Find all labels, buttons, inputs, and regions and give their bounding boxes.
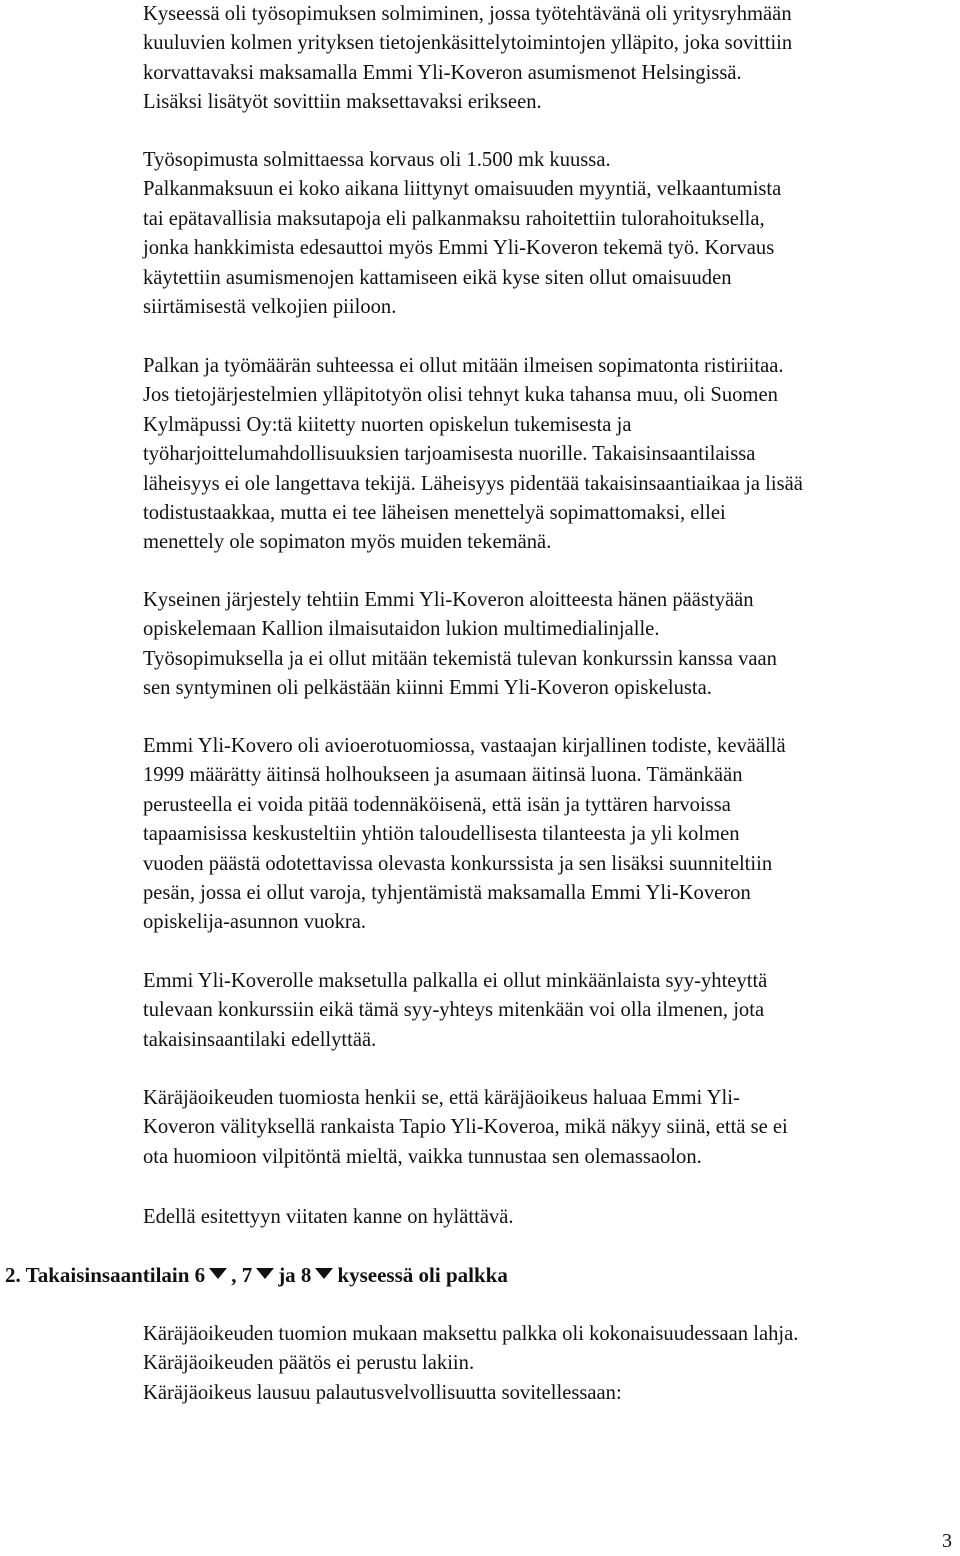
text-line: 1999 määrätty äitinsä holhoukseen ja asumaan äitinsä luona. Tämänkään bbox=[143, 764, 743, 787]
paragraph-salary bbox=[143, 146, 955, 322]
text-line: kuuluvien kolmen yrityksen tietojenkäsittelytoimintojen ylläpito, joka sovittiin bbox=[143, 32, 793, 55]
section-sign-icon bbox=[256, 1268, 274, 1279]
text-line: Kylmäpussi Oy:tä kiitetty nuorten opiskelun tukemisesta ja bbox=[143, 413, 632, 436]
text-line: Käräjäoikeuden tuomion mukaan maksettu palkka oli kokonaisuudessaan lahja. bbox=[143, 1323, 799, 1345]
text-line: käytettiin asumismenojen kattamiseen eikä kyse siten ollut omaisuuden bbox=[143, 266, 732, 289]
text-line: läheisyys ei ole langettava tekijä. Läheisyys pidentää takaisinsaantiaikaa ja lisää bbox=[143, 472, 803, 495]
paragraph-proportion bbox=[143, 352, 955, 558]
text-line: Palkan ja työmäärän suhteessa ei ollut mitään ilmeisen sopimatonta ristiriitaa. bbox=[143, 355, 784, 377]
text-line: Työsopimuksella ja ei ollut mitään tekemistä tulevan konkurssin kanssa vaan bbox=[143, 647, 777, 670]
text-line: Koveron välityksellä rankaista Tapio Yli-Koveroa, mikä näkyy siinä, että se ei bbox=[143, 1116, 788, 1139]
text-line: Käräjäoikeuden päätös ei perustu lakiin. bbox=[143, 1352, 475, 1375]
text-line: Lisäksi lisätyöt sovittiin maksettavaksi erikseen. bbox=[143, 91, 542, 114]
paragraph-causality bbox=[143, 967, 955, 1055]
paragraph-judgment bbox=[143, 1084, 955, 1172]
text-line: korvattavaksi maksamalla Emmi Yli-Koveron asumismenot Helsingissä. bbox=[143, 61, 742, 84]
text-line: opiskelemaan Kallion ilmaisutaidon lukion multimedialinjalle. bbox=[143, 618, 660, 641]
text-line: perusteella ei voida pitää todennäköisenä, että isän ja tyttären harvoissa bbox=[143, 793, 731, 816]
section-sign-icon bbox=[315, 1268, 333, 1279]
text-line: vuoden päästä odotettavissa olevasta konkurssista ja sen lisäksi suunniteltiin bbox=[143, 852, 773, 875]
text-line: opiskelija-asunnon vuokra. bbox=[143, 911, 367, 934]
page-number: 3 bbox=[942, 1530, 952, 1552]
section-sign-icon bbox=[209, 1268, 227, 1279]
text-line: tulevaan konkurssiin eikä tämä syy-yhteys mitenkään voi olla ilmenen, jota bbox=[143, 999, 765, 1022]
text-line: Kyseessä oli työsopimuksen solmiminen, jossa työtehtävänä oli yritysryhmään bbox=[143, 3, 792, 25]
heading-text: 2. Takaisinsaantilain 6 bbox=[5, 1263, 206, 1287]
text-line: takaisinsaantilaki edellyttää. bbox=[143, 1028, 377, 1051]
text-line: Työsopimusta solmittaessa korvaus oli 1.500 mk kuussa. bbox=[143, 149, 611, 171]
paragraph-gift bbox=[143, 1320, 955, 1408]
heading-text: ja 8 bbox=[278, 1263, 312, 1287]
heading-text: , 7 bbox=[231, 1263, 253, 1287]
paragraph-contract bbox=[143, 0, 955, 118]
heading-text: kyseessä oli palkka bbox=[337, 1263, 508, 1287]
text-line: Jos tietojärjestelmien ylläpitotyön olisi tehnyt kuka tahansa muu, oli Suomen bbox=[143, 384, 778, 407]
text-line: Käräjäoikeuden tuomiosta henkii se, että käräjäoikeus haluaa Emmi Yli- bbox=[143, 1087, 740, 1109]
text-line: Edellä esitettyyn viitaten kanne on hylättävä. bbox=[143, 1206, 514, 1228]
text-line: menettely ole sopimaton myös muiden tekemänä. bbox=[143, 531, 552, 554]
text-line: Emmi Yli-Kovero oli avioerotuomiossa, vastaajan kirjallinen todiste, keväällä bbox=[143, 735, 786, 757]
paragraph-conclusion bbox=[143, 1203, 955, 1232]
text-line: pesän, jossa ei ollut varoja, tyhjentämistä maksamalla Emmi Yli-Koveron bbox=[143, 882, 751, 905]
paragraph-arrangement bbox=[143, 586, 955, 704]
text-line: ota huomioon vilpitöntä mieltä, vaikka tunnustaa sen olemassaolon. bbox=[143, 1145, 702, 1168]
text-line: työharjoittelumahdollisuuksien tarjoamisesta nuorille. Takaisinsaantilaissa bbox=[143, 443, 756, 466]
text-line: Kyseinen järjestely tehtiin Emmi Yli-Koveron aloitteesta hänen päästyään bbox=[143, 589, 754, 611]
text-line: Palkanmaksuun ei koko aikana liittynyt omaisuuden myyntiä, velkaantumista bbox=[143, 178, 782, 201]
text-line: jonka hankkimista edesauttoi myös Emmi Yli-Koveron tekemä työ. Korvaus bbox=[143, 237, 775, 260]
text-line: tapaamisissa keskusteltiin yhtiön taloudellisesta tilanteesta ja yli kolmen bbox=[143, 823, 740, 846]
text-line: Emmi Yli-Koverolle maksetulla palkalla ei ollut minkäänlaista syy-yhteyttä bbox=[143, 970, 768, 992]
text-line: sen syntyminen oli pelkästään kiinni Emmi Yli-Koveron opiskelusta. bbox=[143, 677, 712, 700]
paragraph-guardianship bbox=[143, 732, 955, 938]
text-line: Käräjäoikeus lausuu palautusvelvollisuutta sovitellessaan: bbox=[143, 1381, 622, 1404]
text-line: siirtämisestä velkojien piiloon. bbox=[143, 296, 397, 319]
text-line: todistustaakkaa, mutta ei tee läheisen menettelyä sopimattomaksi, ellei bbox=[143, 502, 726, 525]
section-heading bbox=[5, 1261, 508, 1290]
text-line: tai epätavallisia maksutapoja eli palkanmaksu rahoitettiin tulorahoituksella, bbox=[143, 207, 765, 230]
